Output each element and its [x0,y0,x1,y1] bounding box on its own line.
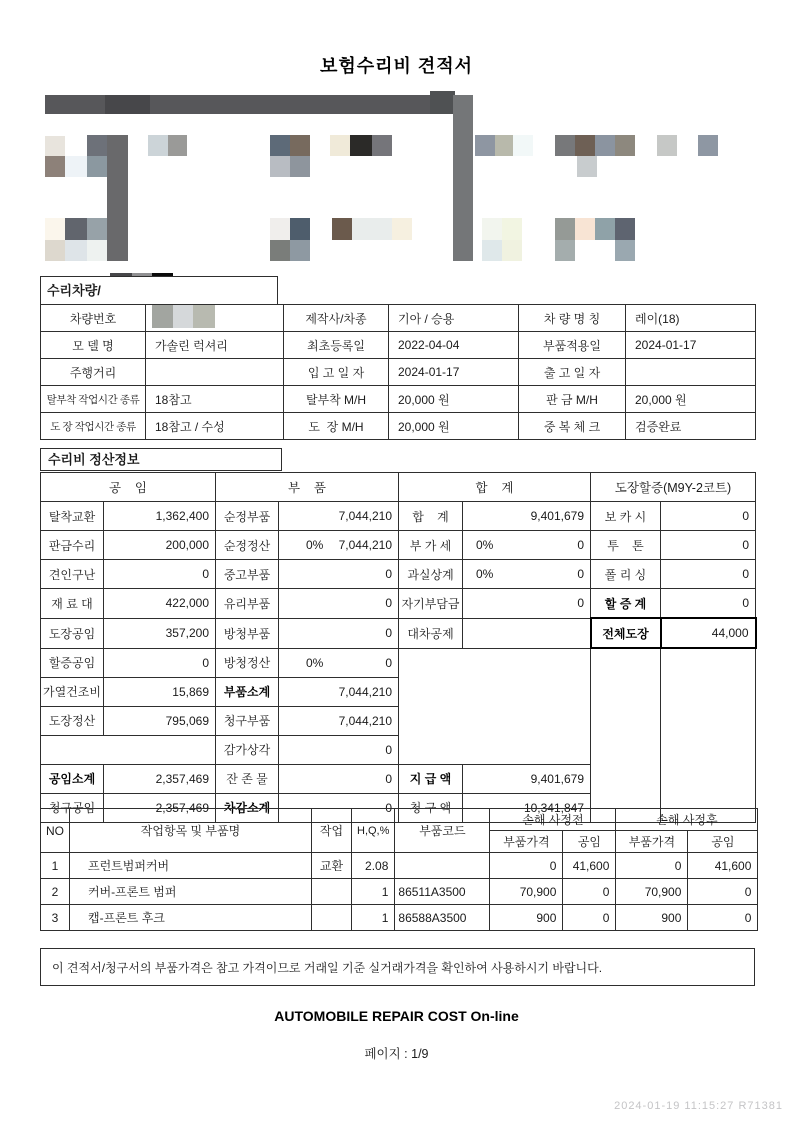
redaction-block [270,240,290,261]
group-header-total: 합 계 [399,473,591,502]
table-cell: 0 [385,655,392,670]
table-cell: 0% [306,538,324,552]
table-cell: 1,362,400 [104,502,216,531]
redaction-block [290,135,310,156]
table-cell: 부 가 세 [399,531,463,560]
redaction-block [45,156,65,177]
page-indicator: 페이지 : 1/9 [364,1047,429,1061]
table-cell: 탈착교환 [41,502,104,531]
table-cell: 2,357,469 [104,793,216,822]
table-cell: 출 고 일 자 [519,359,626,386]
table-cell: 감가상각 [216,735,279,764]
table-cell: 41,600 [563,853,616,879]
table-cell: 86511A3500 [395,879,490,905]
table-cell: 1 [41,853,70,879]
table-cell [463,560,591,589]
redaction-block [148,135,168,156]
table-cell: 0 [104,560,216,589]
table-cell: 0% [476,538,494,552]
redaction-block [555,240,575,261]
table-row [41,413,756,440]
table-cell: 잔 존 물 [216,764,279,793]
redaction-block [495,135,513,156]
document-title: 보험수리비 견적서 [319,56,474,76]
table-cell: 청구공임 [41,793,104,822]
table-cell [312,879,352,905]
table-cell: 2.08 [352,853,395,879]
redaction-block [555,218,575,240]
table-cell: 0 [688,879,758,905]
redaction-block [575,135,595,156]
redaction-block [595,135,615,156]
redaction-block [453,95,473,261]
table-cell: 순정정산 [216,531,279,560]
table-cell: 순정부품 [216,502,279,531]
table-row [41,589,756,619]
table-cell: 레이(18) [626,305,756,332]
redaction-block [555,135,575,156]
table-cell: 0 [385,567,392,581]
paint-empty-label-area [591,648,661,822]
table-cell: 0 [104,648,216,677]
table-cell: 357,200 [104,618,216,648]
table-cell: 방청부품 [216,618,279,648]
table-cell: 0 [385,742,392,757]
table-cell: 0 [661,531,756,560]
table-row [41,386,756,413]
table-cell: 탈부착 M/H [284,386,389,413]
table-cell: 청구부품 [216,706,279,735]
settlement-table [40,472,757,823]
total-empty-area [399,648,591,764]
redaction-block [392,218,412,240]
table-cell: 판 금 M/H [519,386,626,413]
table-cell: 합 계 [399,502,463,531]
group-header-paint: 도장할증(M9Y-2코트) [591,473,756,502]
redaction-block [65,240,87,261]
table-cell: 70,900 [490,879,563,905]
redaction-block [430,91,455,114]
table-cell: 7,044,210 [338,684,392,699]
redaction-block [87,156,107,177]
table-cell: 폴 리 싱 [591,560,661,589]
table-cell: 0 [563,879,616,905]
redaction-block [575,218,595,240]
table-cell: 방청정산 [216,648,279,677]
redaction-block [352,218,392,240]
table-cell: 44,000 [661,618,756,648]
table-row [41,531,756,560]
table-cell: 도장공임 [41,618,104,648]
group-header-parts: 부 품 [216,473,399,502]
table-cell: 입 고 일 자 [284,359,389,386]
table-cell: 70,900 [616,879,688,905]
redaction-block [615,240,635,261]
table-cell [146,305,284,332]
table-cell: 0 [385,771,392,786]
table-cell: 과실상계 [399,560,463,589]
redaction-block [475,135,495,156]
table-cell: 제작사/차종 [284,305,389,332]
table-cell: 중고부품 [216,560,279,589]
table-cell: 재 료 대 [41,589,104,619]
table-cell: 프런트범퍼커버 [70,853,312,879]
table-cell: 9,401,679 [530,509,584,523]
table-row [41,473,756,502]
table-cell: 0 [490,853,563,879]
table-cell: 2024-01-17 [389,359,519,386]
table-cell: 41,600 [688,853,758,879]
table-cell: 전체도장 [591,618,661,648]
table-cell: 0 [577,538,584,552]
col-header-after-labor: 공임 [688,831,758,853]
table-cell: 차감소계 [216,793,279,822]
redaction-block [107,135,128,261]
table-cell: 캡-프론트 후크 [70,905,312,931]
table-row [41,502,756,531]
redaction-block [45,136,65,156]
table-cell: 1 [352,905,395,931]
table-cell: 2024-01-17 [626,332,756,359]
table-cell: 유리부품 [216,589,279,619]
table-cell: 0 [688,905,758,931]
notice-box [40,948,755,986]
table-cell: 부품소계 [216,677,279,706]
labor-empty-cell [41,735,216,764]
table-cell: 900 [616,905,688,931]
table-cell: 최초등록일 [284,332,389,359]
redaction-block [65,218,87,240]
redaction-block [168,135,187,156]
table-row [41,305,756,332]
table-row [41,618,756,648]
table-row [41,648,756,677]
redaction-block [87,240,107,261]
redaction-block [372,135,392,156]
table-cell: 판금수리 [41,531,104,560]
col-header-no: NO [41,809,70,853]
table-cell [279,502,399,531]
redaction-block [270,135,290,156]
work-items-table [40,808,758,931]
table-cell: 9,401,679 [530,771,584,786]
table-cell: 0 [563,905,616,931]
group-header-labor: 공 임 [41,473,216,502]
table-cell [463,764,591,793]
table-cell: 교환 [312,853,352,879]
col-header-before-labor: 공임 [563,831,616,853]
table-cell [463,531,591,560]
table-cell: 도 장 M/H [284,413,389,440]
table-cell: 0 [616,853,688,879]
table-cell [395,853,490,879]
table-cell: 10,341,847 [523,800,584,815]
table-cell [463,618,591,648]
table-cell: 86588A3500 [395,905,490,931]
redaction-block [657,135,677,156]
col-header-hq: H,Q,% [352,809,395,853]
table-cell: 7,044,210 [338,538,392,552]
table-cell: 0% [306,655,324,670]
table-cell: 탈부착 작업시간 종류 [41,386,146,413]
col-header-after: 손해 사정후 [616,809,758,831]
settlement-section-label: 수리비 정산정보 [48,452,140,467]
vehicle-info-table [40,304,756,440]
col-header-before: 손해 사정전 [490,809,616,831]
table-cell: 부품적용일 [519,332,626,359]
table-cell: 투 톤 [591,531,661,560]
table-cell: 2022-04-04 [389,332,519,359]
table-cell [279,531,399,560]
table-cell: 0 [661,560,756,589]
table-cell: 0 [385,596,392,611]
table-cell: 할 증 계 [591,589,661,619]
table-cell: 18참고 [146,386,284,413]
table-cell: 0 [385,800,392,815]
col-header-name: 작업항목 및 부품명 [70,809,312,853]
table-cell [279,618,399,648]
paint-empty-value-area [661,648,756,822]
col-header-code: 부품코드 [395,809,490,853]
redaction-block [615,218,635,240]
table-cell: 15,869 [104,677,216,706]
settlement-section-header [40,448,282,471]
table-cell [279,560,399,589]
timestamp: 2024-01-19 11:15:27 R71381 [614,1100,783,1112]
table-cell: 2,357,469 [104,764,216,793]
redaction-block [87,135,107,156]
table-cell: 중 복 체 크 [519,413,626,440]
vehicle-section-label: 수리차량/ [47,283,101,298]
col-header-after-price: 부품가격 [616,831,688,853]
table-cell: 검증완료 [626,413,756,440]
redaction-block [270,218,290,240]
table-cell: 20,000 원 [626,386,756,413]
table-cell: 422,000 [104,589,216,619]
table-cell: 차량번호 [41,305,146,332]
table-cell: 커버-프론트 범퍼 [70,879,312,905]
table-cell [463,589,591,619]
redaction-block [330,135,350,156]
table-cell: 기아 / 승용 [389,305,519,332]
table-cell: 20,000 원 [389,386,519,413]
work-item-row [41,879,758,905]
table-row [41,332,756,359]
table-cell: 0 [577,596,584,611]
table-cell: 도장정산 [41,706,104,735]
redaction-block [615,135,635,156]
table-cell: 견인구난 [41,560,104,589]
table-cell: 3 [41,905,70,931]
table-cell: 주행거리 [41,359,146,386]
table-cell: 도 장 작업시간 종류 [41,413,146,440]
redaction-block [87,218,107,240]
redaction-block [65,156,87,177]
redaction-block [290,240,310,261]
table-cell: 0 [577,567,584,581]
table-cell: 모 델 명 [41,332,146,359]
work-item-row [41,905,758,931]
table-cell: 자기부담금 [399,589,463,619]
work-item-row [41,853,758,879]
table-cell [146,359,284,386]
redaction-block [332,218,352,240]
redaction-block [350,135,372,156]
table-cell [279,735,399,764]
table-cell: 18참고 / 수성 [146,413,284,440]
redaction-block [502,240,522,261]
table-cell [312,905,352,931]
redaction-block [513,135,533,156]
table-cell: 가솔린 럭셔리 [146,332,284,359]
table-cell [279,706,399,735]
redaction-block [502,218,522,240]
table-cell [279,589,399,619]
table-cell [626,359,756,386]
redaction-block [698,135,718,156]
brand-title: AUTOMOBILE REPAIR COST On-line [274,1008,519,1024]
redaction-block [290,218,310,240]
table-cell: 할증공임 [41,648,104,677]
redaction-block [482,218,502,240]
table-cell: 지 급 액 [399,764,463,793]
col-header-before-price: 부품가격 [490,831,563,853]
table-cell [463,502,591,531]
table-cell: 0 [385,626,392,640]
table-cell [279,764,399,793]
redaction-block [45,218,65,240]
col-header-work: 작업 [312,809,352,853]
redaction-block [105,95,150,114]
table-cell: 차 량 명 칭 [519,305,626,332]
table-row [41,359,756,386]
vehicle-section-header [40,276,278,304]
table-row [41,809,758,831]
table-cell: 1 [352,879,395,905]
table-cell: 200,000 [104,531,216,560]
table-cell: 7,044,210 [338,713,392,728]
table-cell: 보 카 시 [591,502,661,531]
table-cell: 대차공제 [399,618,463,648]
table-cell: 7,044,210 [338,509,392,523]
table-cell: 0% [476,567,494,581]
table-cell: 0 [661,589,756,619]
notice-text: 이 견적서/청구서의 부품가격은 참고 가격이므로 거래일 기준 실거래가격을 확인하여 사용하시기 바랍니다. [52,961,603,975]
redaction-block [482,240,502,261]
table-cell: 795,069 [104,706,216,735]
table-cell: 900 [490,905,563,931]
table-cell [279,648,399,677]
table-cell: 가열건조비 [41,677,104,706]
redaction-block [290,156,310,177]
redaction-block [45,240,65,261]
table-row [41,560,756,589]
table-cell: 2 [41,879,70,905]
table-cell: 청 구 액 [399,793,463,822]
table-cell [279,677,399,706]
redaction-block [270,156,290,177]
redaction-block [595,218,615,240]
redaction-block [577,156,597,177]
table-cell: 20,000 원 [389,413,519,440]
table-cell: 공임소계 [41,764,104,793]
table-cell: 0 [661,502,756,531]
